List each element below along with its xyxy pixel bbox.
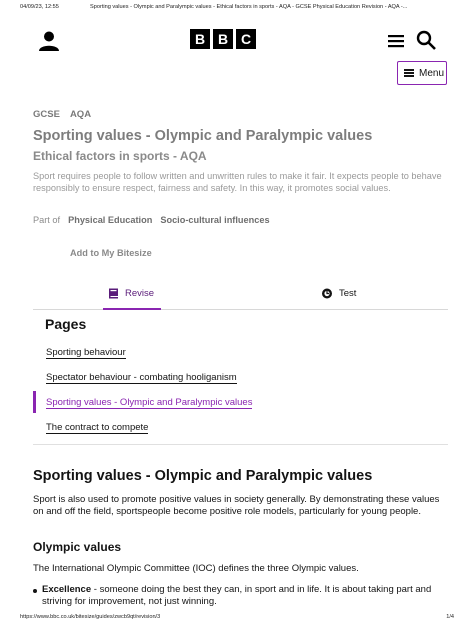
page-subtitle: Ethical factors in sports - AQA (33, 149, 207, 163)
body-paragraph-2: The International Olympic Committee (IOC) defines the three Olympic values. (33, 563, 359, 574)
top-navigation-bar (0, 24, 474, 58)
tab-test-label: Test (339, 288, 357, 299)
page-link-contract-to-compete[interactable]: The contract to compete (46, 422, 149, 433)
page-link-spectator-behaviour[interactable]: Spectator behaviour - combating hooliganism (46, 372, 237, 383)
tab-test[interactable] (321, 288, 356, 299)
part-of-label: Part of (33, 215, 61, 225)
list-item (33, 584, 448, 609)
breadcrumb-gcse[interactable]: GCSE (33, 109, 60, 120)
print-doc-title: Sporting values - Olympic and Paralympic values - Ethical factors in sports - AQA - GCSE Physical Education Revision - AQA -... (90, 4, 408, 10)
logo-letter-b1: B (190, 29, 210, 49)
breadcrumb-aqa[interactable]: AQA (69, 109, 92, 120)
quiz-icon (321, 288, 333, 299)
user-account-icon[interactable] (38, 30, 60, 52)
page-title: Sporting values - Olympic and Paralympic values (33, 128, 373, 144)
part-of-link-socio-cultural[interactable]: Socio-cultural influences (160, 215, 270, 225)
part-of-link-physical-education[interactable]: Physical Education (68, 215, 153, 225)
print-page-number: 1/4 (446, 614, 454, 620)
active-page-indicator (33, 391, 36, 413)
pages-heading: Pages (45, 316, 87, 332)
section-title: Sporting values - Olympic and Paralympic values (33, 468, 373, 484)
bullet-text: - someone doing the best they can, in sport and in life. It is about taking part and striving for improvement, not just winning. (42, 584, 432, 608)
hamburger-menu-icon[interactable] (388, 34, 404, 48)
tab-revise[interactable] (108, 288, 154, 299)
body-paragraph-1: Sport is also used to promote positive values in society generally. By demonstrating these values on and off the field, sportspeople become positive role models, particularly for young people. (33, 494, 440, 518)
olympic-values-heading: Olympic values (33, 540, 122, 554)
print-date: 04/09/23, 12:55 (20, 4, 59, 10)
revise-test-tabs (33, 283, 448, 310)
logo-letter-c: C (236, 29, 256, 49)
search-icon[interactable] (416, 30, 436, 50)
bullet-term: Excellence (42, 584, 92, 595)
book-icon (108, 288, 119, 299)
bbc-logo[interactable] (190, 29, 256, 49)
menu-lines-icon (404, 69, 414, 77)
page-link-sporting-behaviour[interactable]: Sporting behaviour (46, 347, 126, 358)
add-to-my-bitesize-button[interactable]: Add to My Bitesize (70, 248, 152, 258)
part-of-row (33, 215, 270, 225)
menu-button-label: Menu (419, 67, 445, 79)
bullet-dot (33, 589, 37, 593)
page-link-sporting-values[interactable]: Sporting values - Olympic and Paralympic values (46, 397, 253, 408)
print-url: https://www.bbc.co.uk/bitesize/guides/zwcb9qt/revision/3 (20, 614, 161, 620)
menu-button[interactable] (397, 61, 447, 85)
pages-navigation (33, 310, 448, 445)
intro-text: Sport requires people to follow written and unwritten rules to make it fair. It expects people to behave responsibly to ensure respect, fairness and safety. In this way, it promotes social values. (33, 171, 442, 193)
logo-letter-b2: B (213, 29, 233, 49)
print-header (0, 0, 474, 14)
breadcrumb (33, 109, 91, 120)
tab-revise-label: Revise (125, 288, 155, 299)
